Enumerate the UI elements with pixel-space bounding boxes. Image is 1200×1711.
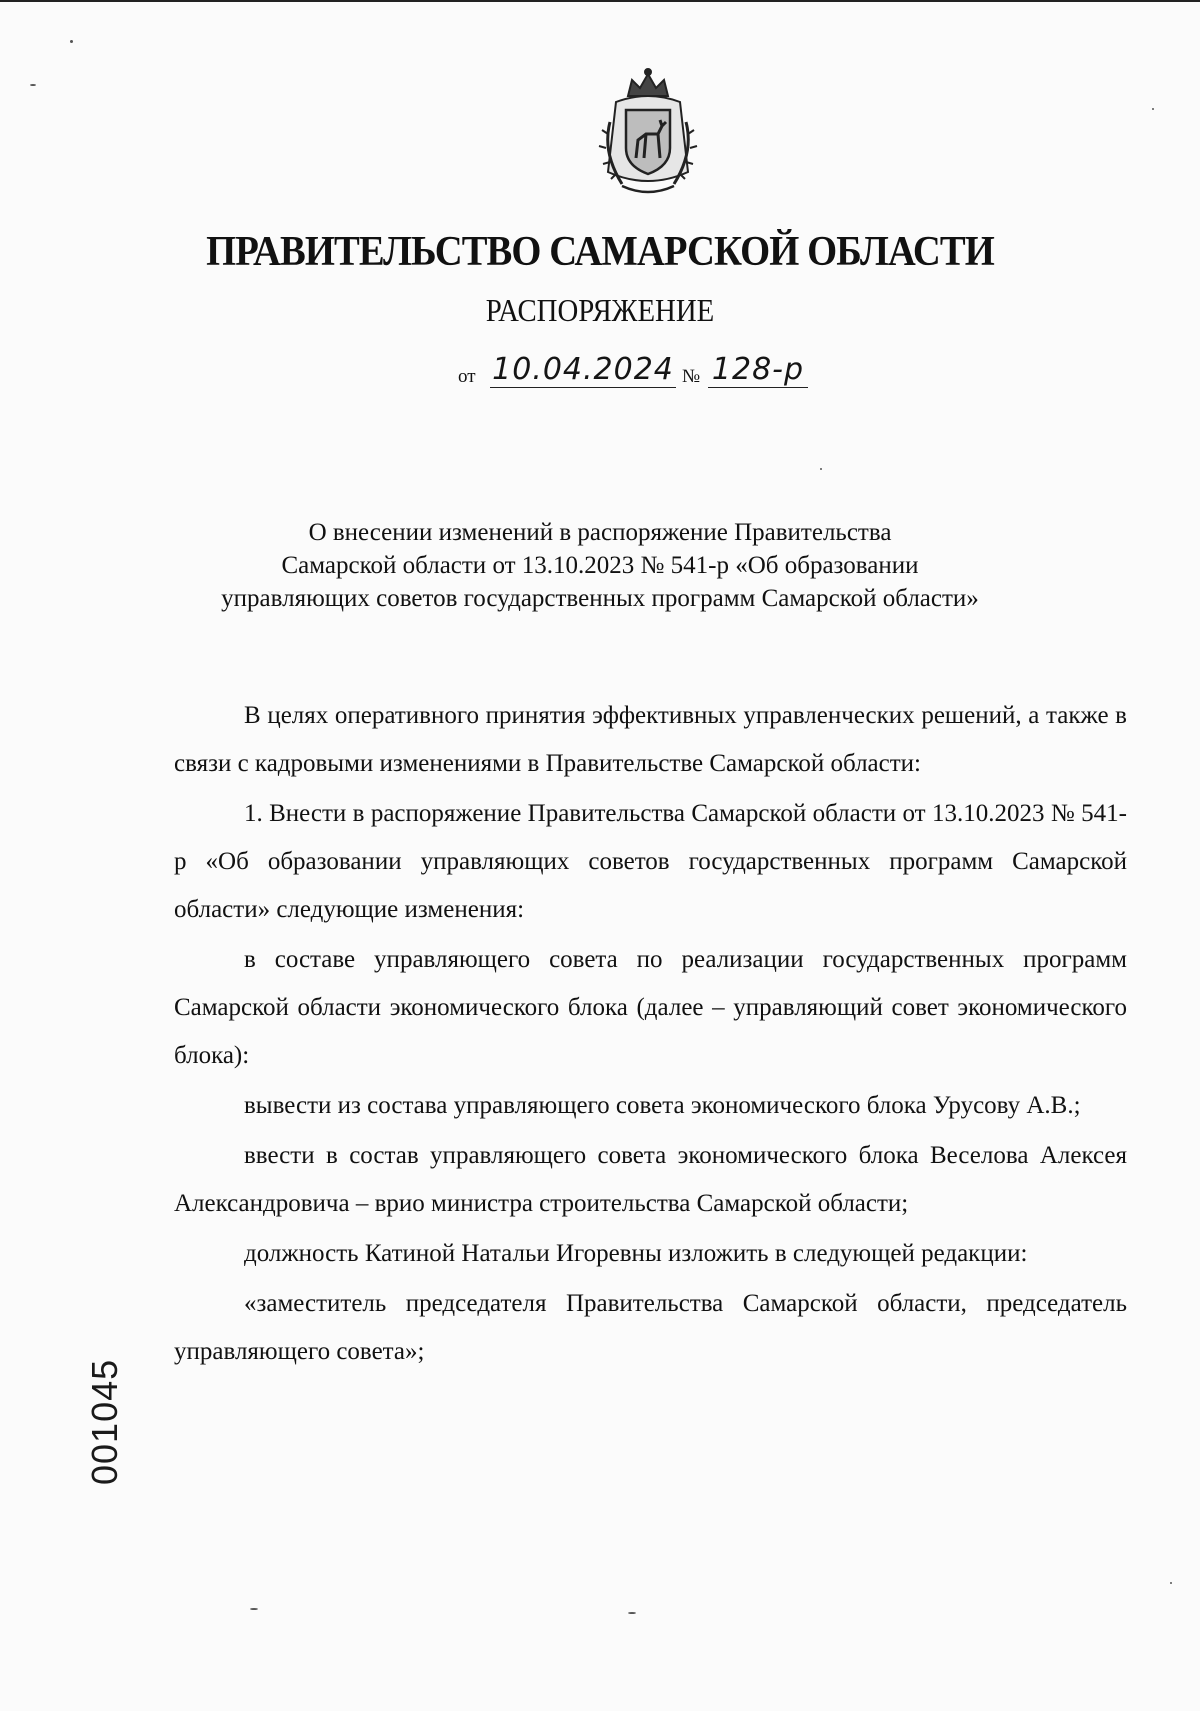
- subject-line-2: Самарской области от 13.10.2023 № 541-р «Об образовании: [281, 552, 919, 579]
- subject-line-1: О внесении изменений в распоряжение Правительства: [308, 519, 892, 546]
- handwritten-date: 10.04.2024: [490, 352, 676, 388]
- number-prefix: №: [682, 366, 701, 387]
- paragraph-economic-council: в составе управляющего совета по реализации государственных программ Самарской области экономического блока (далее – управляющий совет экономического блока):: [174, 946, 1127, 1069]
- scan-speck: [1152, 108, 1154, 110]
- coat-of-arms-icon: [588, 62, 708, 202]
- document-type: РАСПОРЯЖЕНИЕ: [485, 292, 715, 328]
- scan-speck: [820, 468, 822, 470]
- subject-line-3: управляющих советов государственных программ Самарской области»: [221, 585, 979, 612]
- scan-speck: [30, 84, 36, 86]
- document-subject: [0, 516, 1200, 615]
- page-top-border: [0, 0, 1200, 2]
- document-body: [174, 692, 1127, 1378]
- paragraph-add-member: ввести в состав управляющего совета экономического блока Веселова Алексея Александровича – врио министра строительства Самарской области;: [174, 1142, 1127, 1217]
- scan-speck: [250, 1608, 258, 1610]
- paragraph-remove-member: вывести из состава управляющего совета экономического блока Урусову А.В.;: [244, 1092, 1081, 1119]
- government-title: ПРАВИТЕЛЬСТВО САМАРСКОЙ ОБЛАСТИ: [206, 229, 994, 275]
- paragraph-new-wording: «заместитель председателя Правительства Самарской области, председатель управляющего совета»;: [174, 1290, 1127, 1365]
- paragraph-position-change: должность Катиной Натальи Игоревны изложить в следующей редакции:: [244, 1240, 1028, 1267]
- paragraph-item-1: 1. Внести в распоряжение Правительства Самарской области от 13.10.2023 № 541-р «Об образовании управляющих советов государственных программ Самарской области» следующие изменения:: [174, 800, 1127, 923]
- paragraph-preamble: В целях оперативного принятия эффективных управленческих решений, а также в связи с кадровыми изменениями в Правительстве Самарской области:: [174, 702, 1127, 777]
- date-number-line: [458, 352, 858, 396]
- date-prefix: от: [458, 366, 476, 387]
- scan-speck: [1170, 1582, 1172, 1584]
- scan-speck: [70, 40, 73, 43]
- scan-speck: [628, 1612, 636, 1614]
- handwritten-number: 128-р: [708, 352, 808, 388]
- margin-registration-stamp: 001045: [84, 1358, 125, 1485]
